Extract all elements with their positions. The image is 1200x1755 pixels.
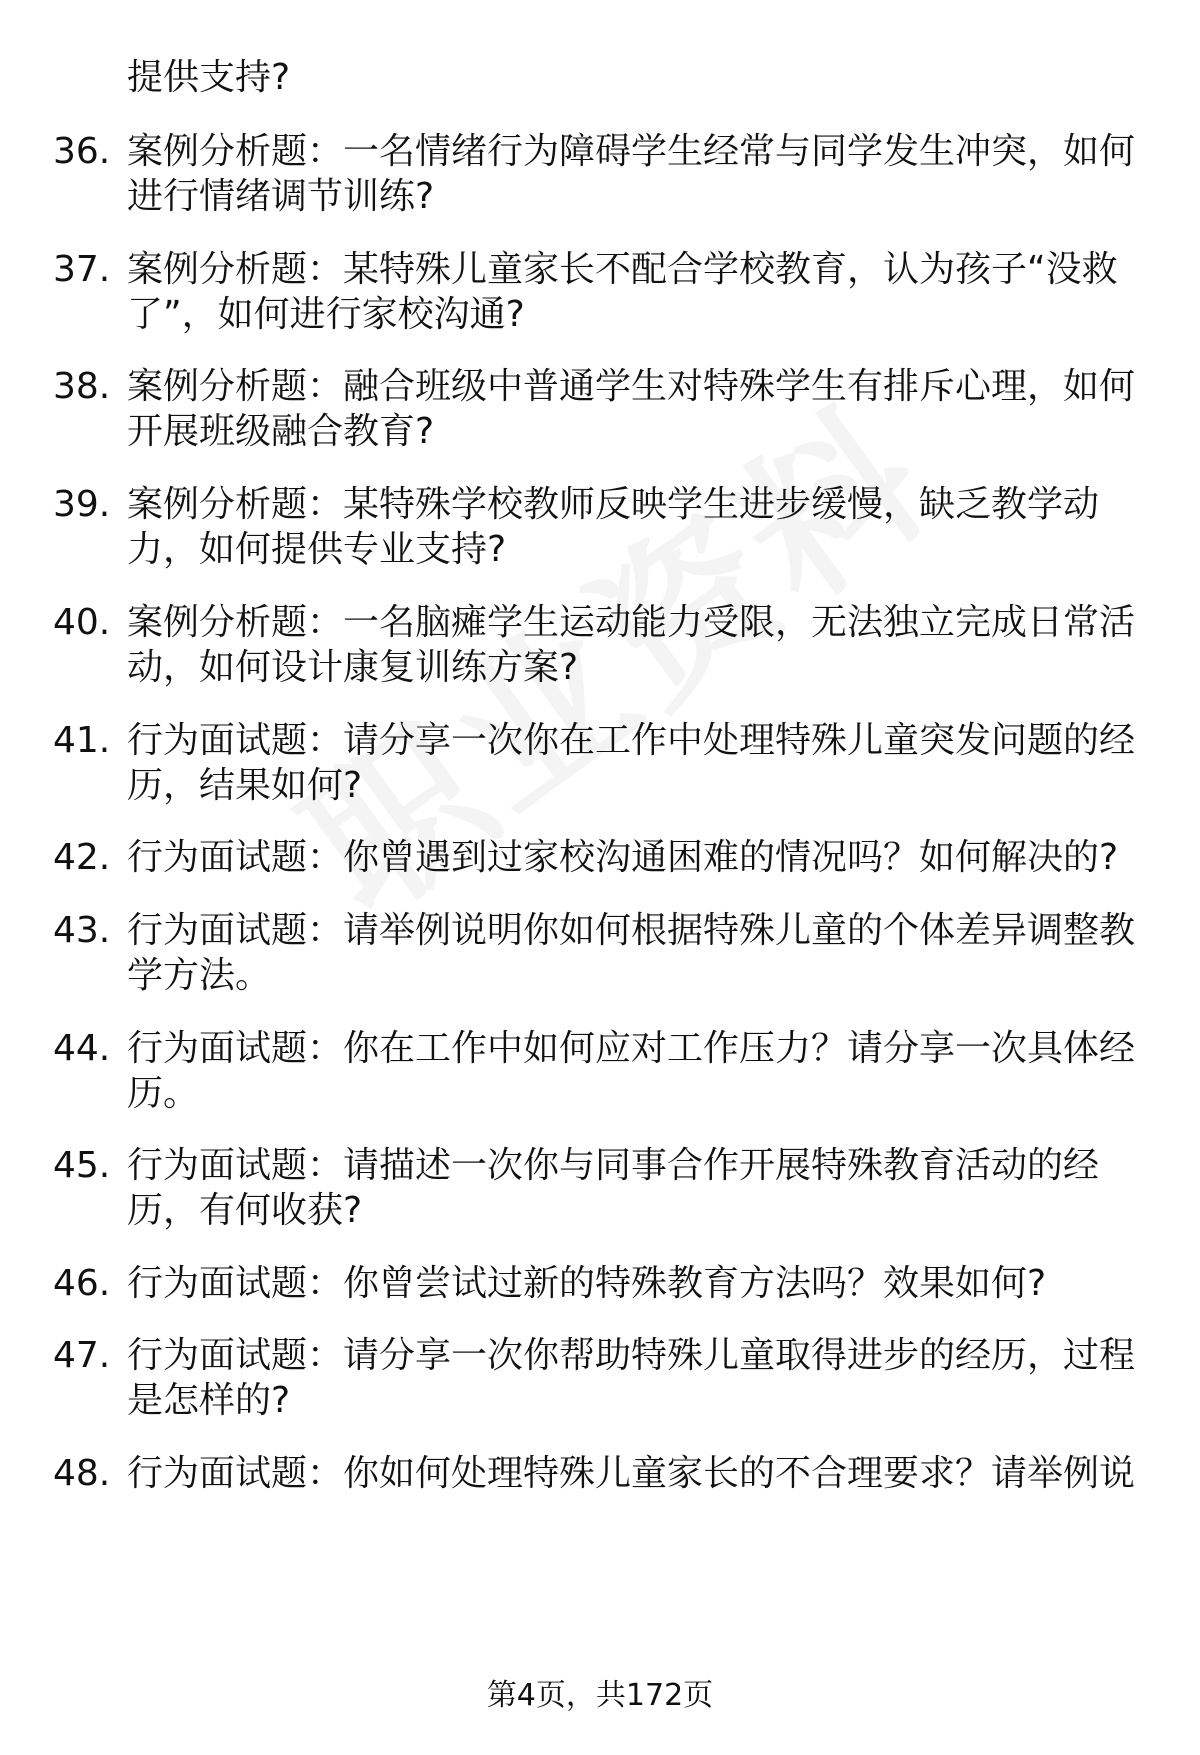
item-number: 40. [53, 602, 111, 643]
text-line: 案例分析题：某特殊学校教师反映学生进步缓慢，缺乏教学动 [127, 484, 1100, 525]
text-line: 行为面试题：请描述一次你与同事合作开展特殊教育活动的经 [127, 1145, 1100, 1186]
text-line: 了”，如何进行家校沟通? [127, 294, 525, 335]
text-line: 是怎样的? [127, 1380, 291, 1421]
page-footer: 第4页，共172页 [486, 1678, 714, 1713]
text-line: 开展班级融合教育? [127, 411, 435, 452]
item-number: 47. [53, 1335, 111, 1376]
text-line: 行为面试题：请分享一次你帮助特殊儿童取得进步的经历，过程 [127, 1335, 1136, 1376]
item-number: 48. [53, 1453, 111, 1494]
item-number: 46. [53, 1263, 111, 1304]
text-line: 行为面试题：你曾遇到过家校沟通困难的情况吗？如何解决的? [127, 837, 1119, 878]
text-line: 提供支持? [127, 57, 291, 98]
text-line: 行为面试题：请分享一次你在工作中处理特殊儿童突发问题的经 [127, 720, 1136, 761]
item-number: 38. [53, 366, 111, 407]
text-line: 进行情绪调节训练? [127, 176, 435, 217]
item-number: 36. [53, 131, 111, 172]
item-number: 43. [53, 910, 111, 951]
text-line: 历。 [127, 1073, 200, 1114]
item-number: 39. [53, 484, 111, 525]
text-line: 行为面试题：你如何处理特殊儿童家长的不合理要求？请举例说 [127, 1453, 1136, 1494]
text-line: 案例分析题：一名情绪行为障碍学生经常与同学发生冲突，如何 [127, 131, 1136, 172]
item-number: 42. [53, 837, 111, 878]
text-line: 历，有何收获? [127, 1190, 363, 1231]
text-line: 力，如何提供专业支持? [127, 529, 507, 570]
text-line: 案例分析题：融合班级中普通学生对特殊学生有排斥心理，如何 [127, 366, 1136, 407]
text-line: 行为面试题：你在工作中如何应对工作压力？请分享一次具体经 [127, 1028, 1136, 1069]
item-number: 41. [53, 720, 111, 761]
item-number: 45. [53, 1145, 111, 1186]
text-line: 案例分析题：某特殊儿童家长不配合学校教育，认为孩子“没救 [127, 249, 1118, 290]
item-number: 37. [53, 249, 111, 290]
text-line: 案例分析题：一名脑瘫学生运动能力受限，无法独立完成日常活 [127, 602, 1136, 643]
text-line: 历，结果如何? [127, 765, 363, 806]
text-line: 行为面试题：你曾尝试过新的特殊教育方法吗？效果如何? [127, 1263, 1047, 1304]
text-line: 行为面试题：请举例说明你如何根据特殊儿童的个体差异调整教 [127, 910, 1136, 951]
text-line: 动，如何设计康复训练方案? [127, 647, 579, 688]
text-line: 学方法。 [127, 955, 272, 996]
item-number: 44. [53, 1028, 111, 1069]
